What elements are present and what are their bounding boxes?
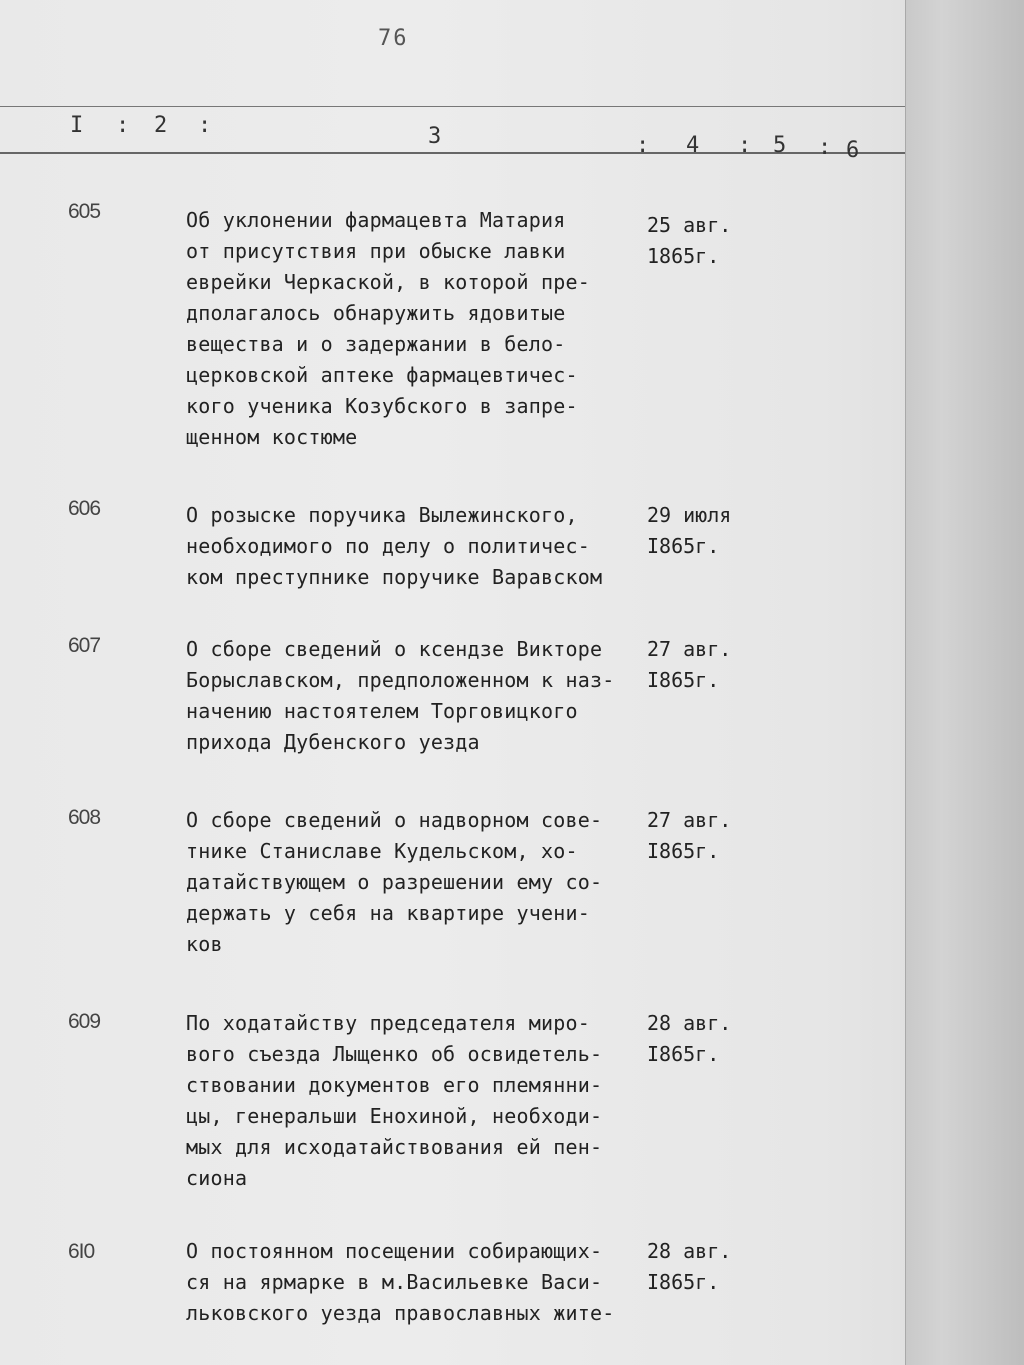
header-col-5: 5 <box>773 133 787 158</box>
entry-date: 29 июля I865г. <box>647 503 732 558</box>
entry-number: 609 <box>68 1010 101 1033</box>
header-col-2: 2 <box>154 113 168 138</box>
header-col-4: 4 <box>686 133 700 158</box>
entry-description: Об уклонении фармацевта Матария от присутствия при обыске лавки еврейки Черкаской, в которой пре- дполагалось обнаружить ядовитые вещества и о задержании в бело- церковской аптеке фармацевтичес- кого ученика Козубского в запре- щенном костюме <box>186 208 590 449</box>
entry-date: 25 авг. 1865г. <box>647 213 732 268</box>
entry-number: 607 <box>68 634 101 657</box>
page-number: 76 <box>378 26 409 51</box>
entry-number: 606 <box>68 497 101 520</box>
entry-number: 6I0 <box>68 1240 95 1263</box>
entry-description: О постоянном посещении собирающих- ся на ярмарке в м.Васильевке Васи- льковского уезда православных жите- <box>186 1239 615 1325</box>
entry-date: 27 авг. I865г. <box>647 637 732 692</box>
header-col-6: 6 <box>846 138 860 163</box>
header-col-3: 3 <box>428 124 442 149</box>
header-separator: : <box>818 135 832 160</box>
entry-number: 608 <box>68 806 101 829</box>
header-separator: : <box>198 113 212 138</box>
next-page-edge <box>905 0 1024 1365</box>
header-rule-bottom <box>0 152 905 154</box>
entry-description: О сборе сведений о ксендзе Викторе Борыславском, предположенном к наз- начению настоятелем Торговицкого прихода Дубенского уезда <box>186 637 615 754</box>
header-separator: : <box>116 113 130 138</box>
entry-number: 605 <box>68 200 101 223</box>
header-separator: : <box>738 133 752 158</box>
entry-description: О сборе сведений о надворном сове- тнике Станиславе Кудельском, хо- датайствующем о разрешении ему со- держать у себя на квартире учени- ков <box>186 808 603 956</box>
header-col-1: I <box>70 113 84 138</box>
header-separator: : <box>636 133 650 158</box>
entry-date: 27 авг. I865г. <box>647 808 732 863</box>
header-rule-top <box>0 106 905 107</box>
entry-date: 28 авг. I865г. <box>647 1239 732 1294</box>
entry-description: По ходатайству председателя миро- вого съезда Лыщенко об освидетель- ствовании документов его племянни- цы, генеральши Енохиной, необходи- мых для исходатайствования ей пен- сиона <box>186 1011 603 1190</box>
entry-date: 28 авг. I865г. <box>647 1011 732 1066</box>
entry-description: О розыске поручика Вылежинского, необходимого по делу о политичес- ком преступнике поручике Варавском <box>186 503 603 589</box>
